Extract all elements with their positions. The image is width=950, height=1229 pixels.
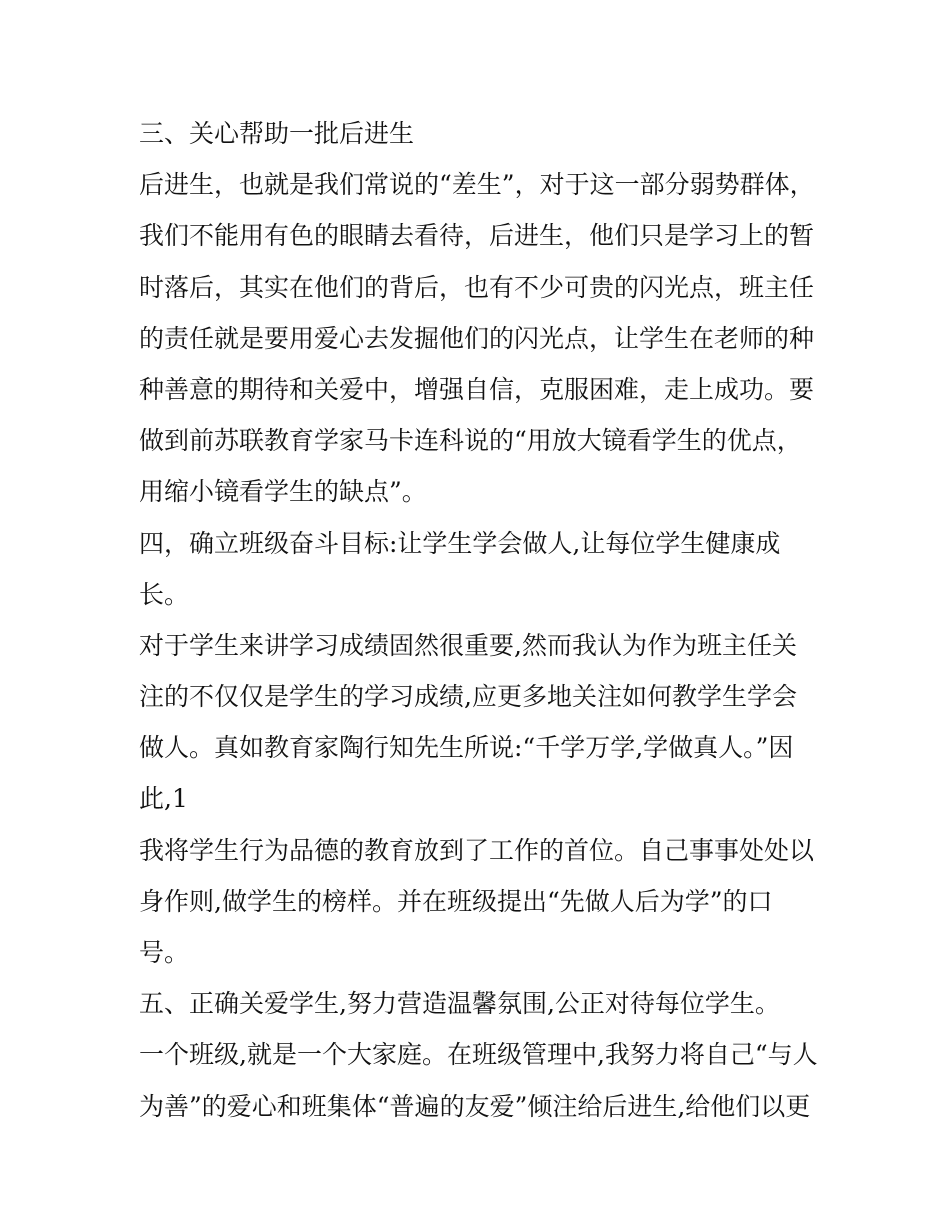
section-heading-3: 三、关心帮助一批后进生 <box>139 119 415 148</box>
text-line: 做到前苏联教育学家马卡连科说的“用放大镜看学生的优点， <box>139 426 802 456</box>
text-line: 我将学生行为品德的教育放到了工作的首位。自己事事处处以 <box>139 835 815 865</box>
text-line: 身作则,做学生的榜样。并在班级提出“先做人后为学”的口 <box>139 886 773 916</box>
document-body <box>139 108 819 1132</box>
text-line: 为善”的爱心和班集体“普遍的友爱”倾注给后进生,给他们以更 <box>139 1091 811 1121</box>
text-line: 的责任就是要用爱心去发掘他们的闪光点，让学生在老师的种 <box>139 323 815 353</box>
text-line: 长。 <box>139 579 190 609</box>
text-line: 做人。真如教育家陶行知先生所说:“千学万学,学做真人。”因 <box>139 733 794 763</box>
text-line: 此,1 <box>139 784 188 814</box>
text-line: 用缩小镜看学生的缺点”。 <box>139 477 427 507</box>
text-line: 我们不能用有色的眼睛去看待，后进生，他们只是学习上的暂 <box>139 221 815 251</box>
text-line: 时落后，其实在他们的背后，也有不少可贵的闪光点，班主任 <box>139 272 815 302</box>
text-line: 注的不仅仅是学生的学习成绩,应更多地关注如何教学生学会 <box>139 682 797 712</box>
section-heading-4: 四，确立班级奋斗目标:让学生学会做人,让每位学生健康成 <box>139 528 781 558</box>
text-line: 种善意的期待和关爱中，增强自信，克服困难，走上成功。要 <box>139 374 815 404</box>
text-line: 后进生，也就是我们常说的“差生”，对于这一部分弱势群体， <box>139 170 815 200</box>
section-heading-5: 五、正确关爱学生,努力营造温馨氛围,公正对待每位学生。 <box>139 989 780 1019</box>
text-line: 一个班级,就是一个大家庭。在班级管理中,我努力将自己“与人 <box>139 1040 818 1070</box>
text-line: 号。 <box>139 938 190 967</box>
text-line: 对于学生来讲学习成绩固然很重要,然而我认为作为班主任关 <box>139 630 797 660</box>
